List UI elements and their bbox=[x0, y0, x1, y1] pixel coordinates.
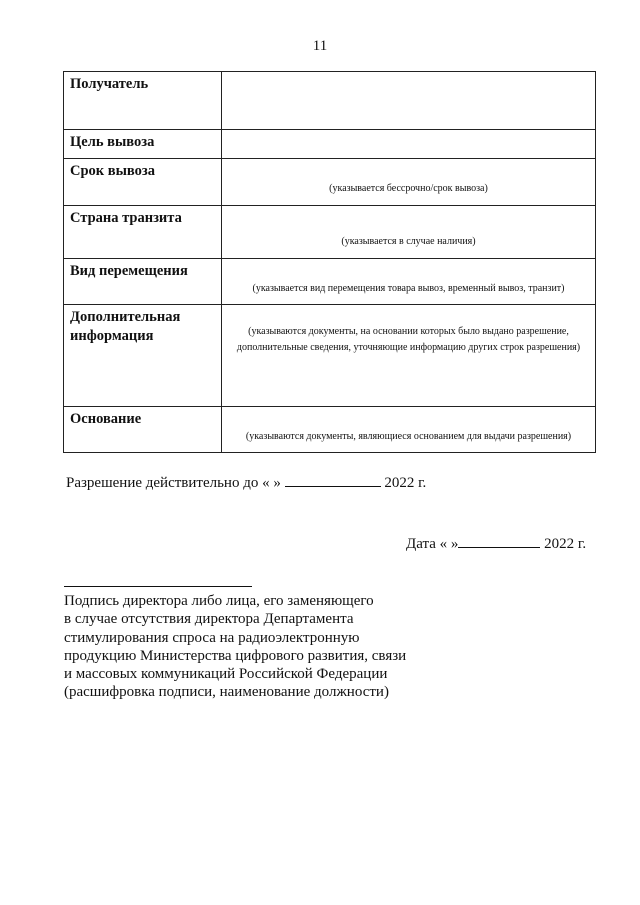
label-recipient: Получатель bbox=[64, 72, 222, 130]
permit-form-table bbox=[63, 71, 596, 453]
hint-transit-country: (указывается в случае наличия) bbox=[341, 236, 476, 247]
label-additional-info-line2: информация bbox=[70, 328, 154, 344]
label-movement-type: Вид перемещения bbox=[64, 259, 222, 305]
table-row bbox=[64, 130, 596, 159]
value-movement-type bbox=[222, 259, 596, 305]
signature-caption-line: Подпись директора либо лица, его заменяющего bbox=[64, 593, 374, 609]
hint-movement-type: (указывается вид перемещения товара вывоз, временный вывоз, транзит) bbox=[252, 283, 565, 294]
value-recipient bbox=[222, 72, 596, 130]
label-basis: Основание bbox=[64, 407, 222, 453]
hint-additional-info: (указываются документы, на основании которых было выдано разрешение, дополнительные сведения, уточняющие информацию других строк разрешения) bbox=[236, 326, 581, 353]
page-number: 11 bbox=[312, 38, 328, 54]
validity-line bbox=[66, 472, 426, 492]
signature-caption-line: (расшифровка подписи, наименование должности) bbox=[64, 684, 389, 701]
validity-prefix: Разрешение действительно до « » bbox=[66, 475, 281, 491]
date-line bbox=[406, 533, 586, 553]
label-additional-info-line1: Дополнительная bbox=[70, 309, 181, 325]
label-additional-info bbox=[64, 305, 222, 407]
table-row bbox=[64, 305, 596, 407]
label-export-purpose: Цель вывоза bbox=[64, 130, 222, 159]
hint-export-term: (указывается бессрочно/срок вывоза) bbox=[329, 183, 488, 194]
table-row bbox=[64, 206, 596, 259]
table-row bbox=[64, 407, 596, 453]
date-prefix: Дата « » bbox=[406, 536, 459, 552]
table-row bbox=[64, 72, 596, 130]
table-row bbox=[64, 159, 596, 206]
value-export-term bbox=[222, 159, 596, 206]
signature-caption bbox=[64, 592, 424, 702]
value-basis bbox=[222, 407, 596, 453]
signature-line bbox=[64, 586, 252, 587]
label-export-term: Срок вывоза bbox=[64, 159, 222, 206]
value-transit-country bbox=[222, 206, 596, 259]
value-export-purpose bbox=[222, 130, 596, 159]
hint-basis: (указываются документы, являющиеся основанием для выдачи разрешения) bbox=[245, 431, 572, 442]
validity-blank bbox=[285, 472, 381, 487]
value-additional-info bbox=[222, 305, 596, 407]
signature-caption-line: стимулирования спроса на радиоэлектронную bbox=[64, 629, 360, 646]
signature-caption-line: продукцию Министерства цифрового развития, связи bbox=[64, 647, 407, 664]
signature-caption-line: и массовых коммуникаций Российской Федерации bbox=[64, 666, 388, 683]
date-blank bbox=[458, 533, 540, 548]
validity-suffix: 2022 г. bbox=[384, 475, 427, 491]
signature-caption-line: в случае отсутствия директора Департамента bbox=[64, 611, 354, 628]
table-row bbox=[64, 259, 596, 305]
label-transit-country: Страна транзита bbox=[64, 206, 222, 259]
date-suffix: 2022 г. bbox=[544, 536, 587, 552]
